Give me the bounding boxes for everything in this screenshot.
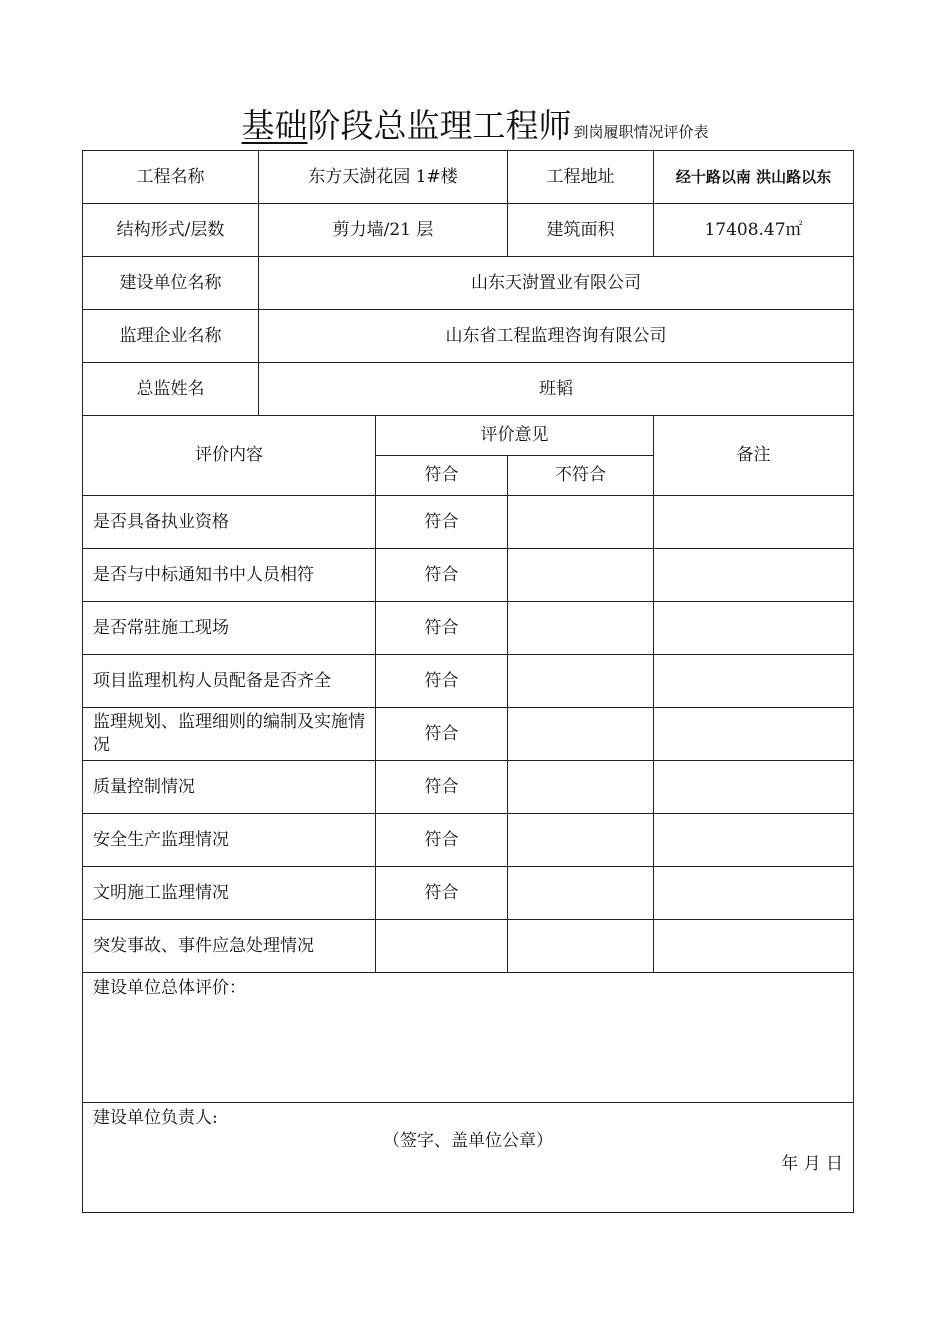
table-row [83,602,854,655]
signature-date: 年 月 日 [781,1153,843,1174]
signature-note: （签字、盖单位公章） [383,1130,553,1151]
opinion-header: 评价意见 [376,416,654,456]
eval-item: 质量控制情况 [83,761,376,814]
title-suffix: 到岗履职情况评价表 [573,123,709,141]
project-name-value: 东方天澍花园 1#楼 [259,151,508,204]
eval-remark [654,602,854,655]
eval-conform: 符合 [376,814,508,867]
project-address-value: 经十路以南 洪山路以东 [654,151,854,204]
eval-nonconform [508,867,654,920]
remark-header: 备注 [654,416,854,496]
table-row [83,867,854,920]
row-signature [83,1103,854,1213]
title-stage: 基础 [241,106,308,145]
table-row [83,814,854,867]
row-eval-header-1 [83,416,854,456]
nonconform-header: 不符合 [508,456,654,496]
eval-nonconform [508,814,654,867]
eval-nonconform [508,920,654,973]
evaluation-form [82,150,854,1213]
table-row [83,761,854,814]
eval-item: 是否与中标通知书中人员相符 [83,549,376,602]
eval-conform: 符合 [376,655,508,708]
table-row [83,655,854,708]
project-name-label: 工程名称 [83,151,259,204]
builder-label: 建设单位名称 [83,257,259,310]
row-builder [83,257,854,310]
overall-evaluation-cell [83,973,854,1103]
page-title [0,100,950,147]
eval-conform: 符合 [376,708,508,761]
eval-remark [654,814,854,867]
conform-header: 符合 [376,456,508,496]
eval-nonconform [508,708,654,761]
eval-nonconform [508,602,654,655]
eval-conform [376,920,508,973]
eval-conform: 符合 [376,867,508,920]
table-row [83,549,854,602]
eval-item: 是否常驻施工现场 [83,602,376,655]
supervisor-company-value: 山东省工程监理咨询有限公司 [259,310,854,363]
eval-item: 安全生产监理情况 [83,814,376,867]
area-value: 17408.47㎡ [654,204,854,257]
eval-remark [654,496,854,549]
eval-nonconform [508,549,654,602]
chief-label: 总监姓名 [83,363,259,416]
row-chief [83,363,854,416]
eval-remark [654,867,854,920]
table-row [83,708,854,761]
eval-remark [654,549,854,602]
eval-item: 突发事故、事件应急处理情况 [83,920,376,973]
chief-value: 班韬 [259,363,854,416]
row-structure [83,204,854,257]
eval-item: 监理规划、监理细则的编制及实施情况 [83,708,376,761]
eval-remark [654,708,854,761]
project-address-label: 工程地址 [508,151,654,204]
eval-nonconform [508,496,654,549]
table-row [83,496,854,549]
eval-nonconform [508,655,654,708]
content-header: 评价内容 [83,416,376,496]
signature-cell [83,1103,854,1213]
table-row [83,920,854,973]
row-supervisor-company [83,310,854,363]
eval-remark [654,920,854,973]
builder-value: 山东天澍置业有限公司 [259,257,854,310]
structure-value: 剪力墙/21 层 [259,204,508,257]
supervisor-company-label: 监理企业名称 [83,310,259,363]
eval-conform: 符合 [376,761,508,814]
title-main: 阶段总监理工程师 [307,106,572,145]
overall-evaluation-label: 建设单位总体评价： [93,978,246,998]
row-overall [83,973,854,1103]
row-project-name [83,151,854,204]
structure-label: 结构形式/层数 [83,204,259,257]
eval-item: 是否具备执业资格 [83,496,376,549]
eval-remark [654,655,854,708]
eval-remark [654,761,854,814]
eval-item: 文明施工监理情况 [83,867,376,920]
area-label: 建筑面积 [508,204,654,257]
eval-item: 项目监理机构人员配备是否齐全 [83,655,376,708]
eval-conform: 符合 [376,602,508,655]
eval-nonconform [508,761,654,814]
eval-conform: 符合 [376,496,508,549]
signature-label: 建设单位负责人: [93,1108,218,1128]
eval-conform: 符合 [376,549,508,602]
